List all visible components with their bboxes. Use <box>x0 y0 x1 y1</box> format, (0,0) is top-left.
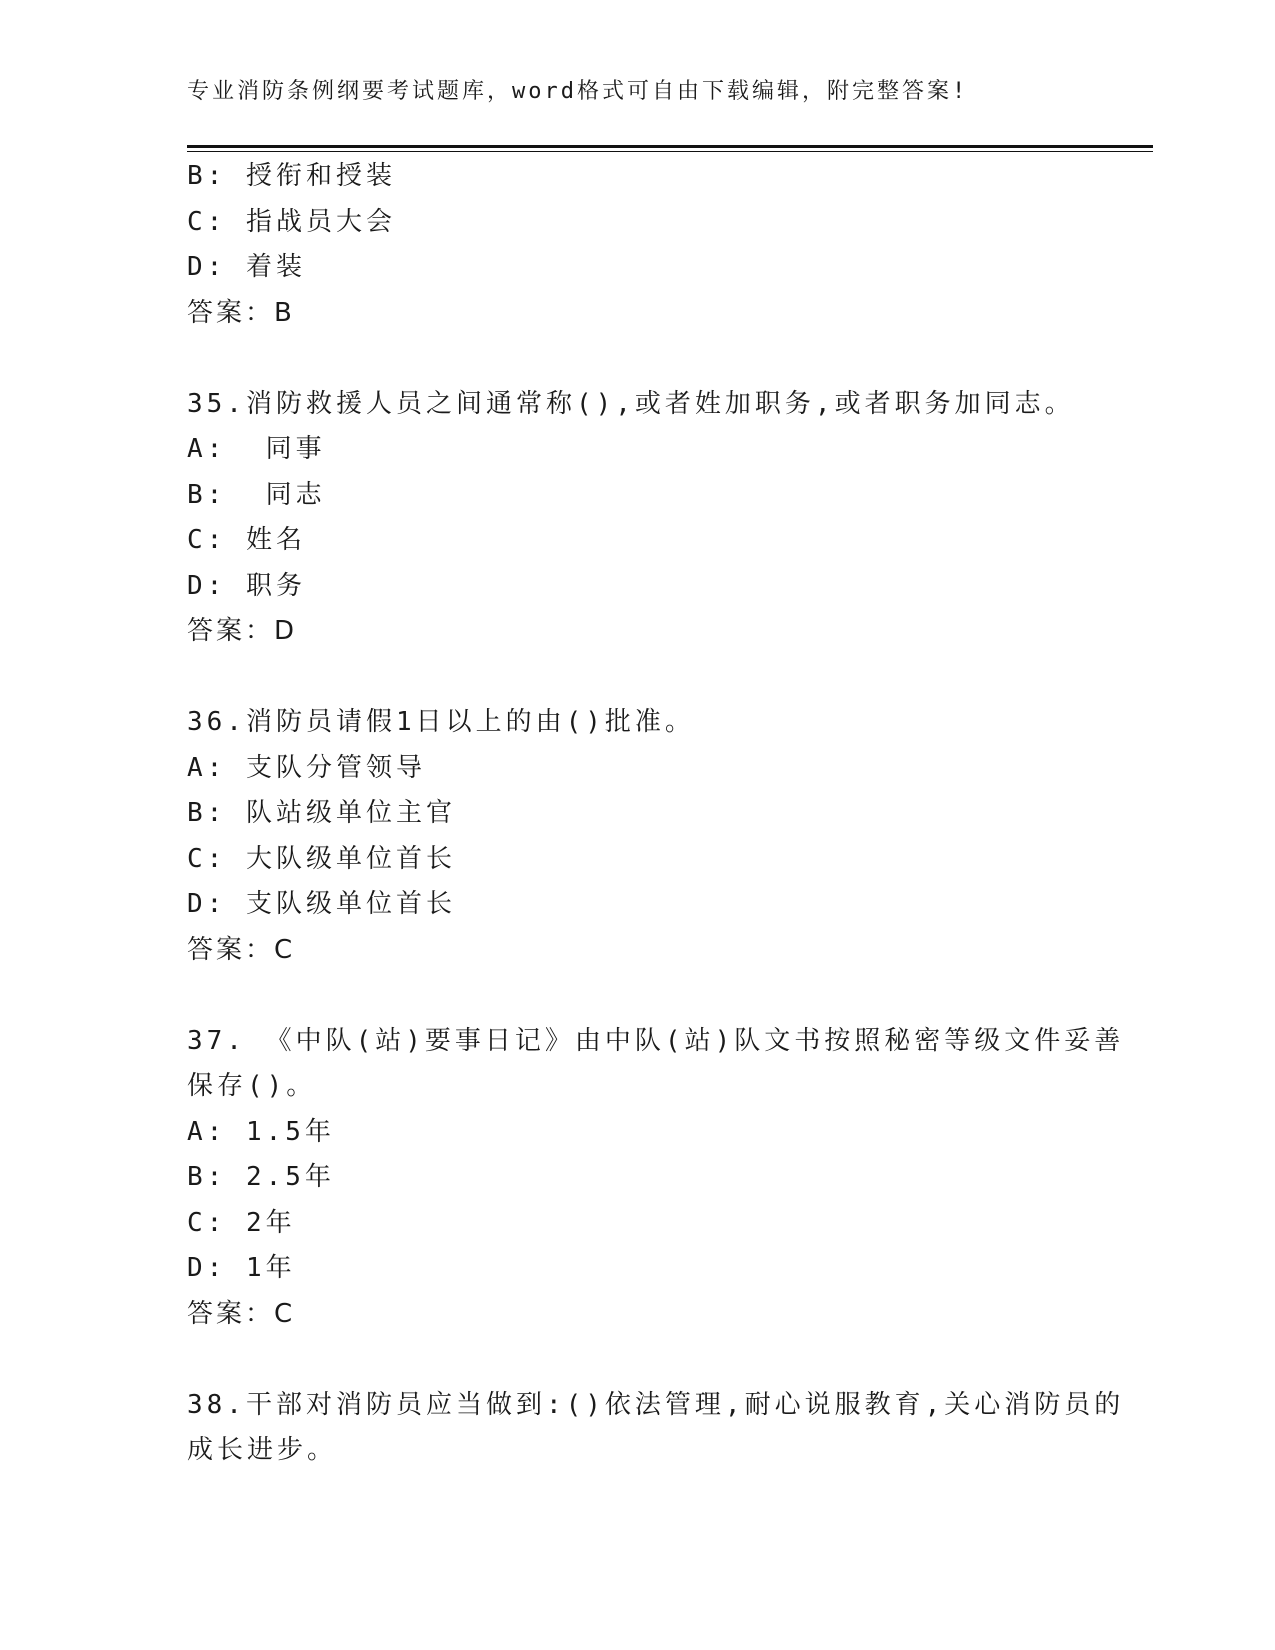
header-rule-thick <box>187 145 1153 148</box>
answer-label: 答案：B <box>187 297 295 328</box>
option-d: D: 职务 <box>187 570 306 601</box>
answer-label: 答案：C <box>187 1298 296 1329</box>
question-36-block <box>187 700 1087 973</box>
option-d: D: 着装 <box>187 252 306 282</box>
question-34-block <box>187 154 1087 336</box>
option-a: A: 1.5年 <box>187 1116 335 1147</box>
answer-label: 答案：C <box>187 934 296 965</box>
question-35-block <box>187 382 1087 655</box>
option-d: D: 支队级单位首长 <box>187 889 456 919</box>
option-c: C: 2年 <box>187 1207 296 1238</box>
question-stem-line-2: 保存()。 <box>187 1071 317 1101</box>
option-d: D: 1年 <box>187 1253 296 1283</box>
question-content <box>187 154 1125 1474</box>
option-b: B: 同志 <box>187 479 326 510</box>
option-b: B: 2.5年 <box>187 1162 335 1192</box>
option-a: A: 同事 <box>187 434 326 464</box>
option-c: C: 指战员大会 <box>187 206 396 237</box>
option-b: B: 授衔和授装 <box>187 161 396 191</box>
question-stem-line-2: 成长进步。 <box>187 1435 338 1465</box>
option-c: C: 大队级单位首长 <box>187 843 456 874</box>
question-stem: 36.消防员请假1日以上的由()批准。 <box>187 707 695 737</box>
option-b: B: 队站级单位主官 <box>187 798 456 828</box>
option-a: A: 支队分管领导 <box>187 752 426 783</box>
question-37-block <box>187 1019 1125 1338</box>
answer-label: 答案：D <box>187 616 298 646</box>
question-38-block <box>187 1383 1125 1474</box>
question-stem: 35.消防救援人员之间通常称(),或者姓加职务,或者职务加同志。 <box>187 388 1075 419</box>
question-stem-line-1: 37. 《中队(站)要事日记》由中队(站)队文书按照秘密等级文件妥善 <box>187 1025 1125 1056</box>
header-rule-thin <box>187 151 1153 152</box>
question-stem-line-1: 38.干部对消防员应当做到:()依法管理,耐心说服教育,关心消防员的 <box>187 1389 1125 1420</box>
option-c: C: 姓名 <box>187 525 306 555</box>
page-header-title: 专业消防条例纲要考试题库，word格式可自由下载编辑，附完整答案! <box>187 79 969 104</box>
